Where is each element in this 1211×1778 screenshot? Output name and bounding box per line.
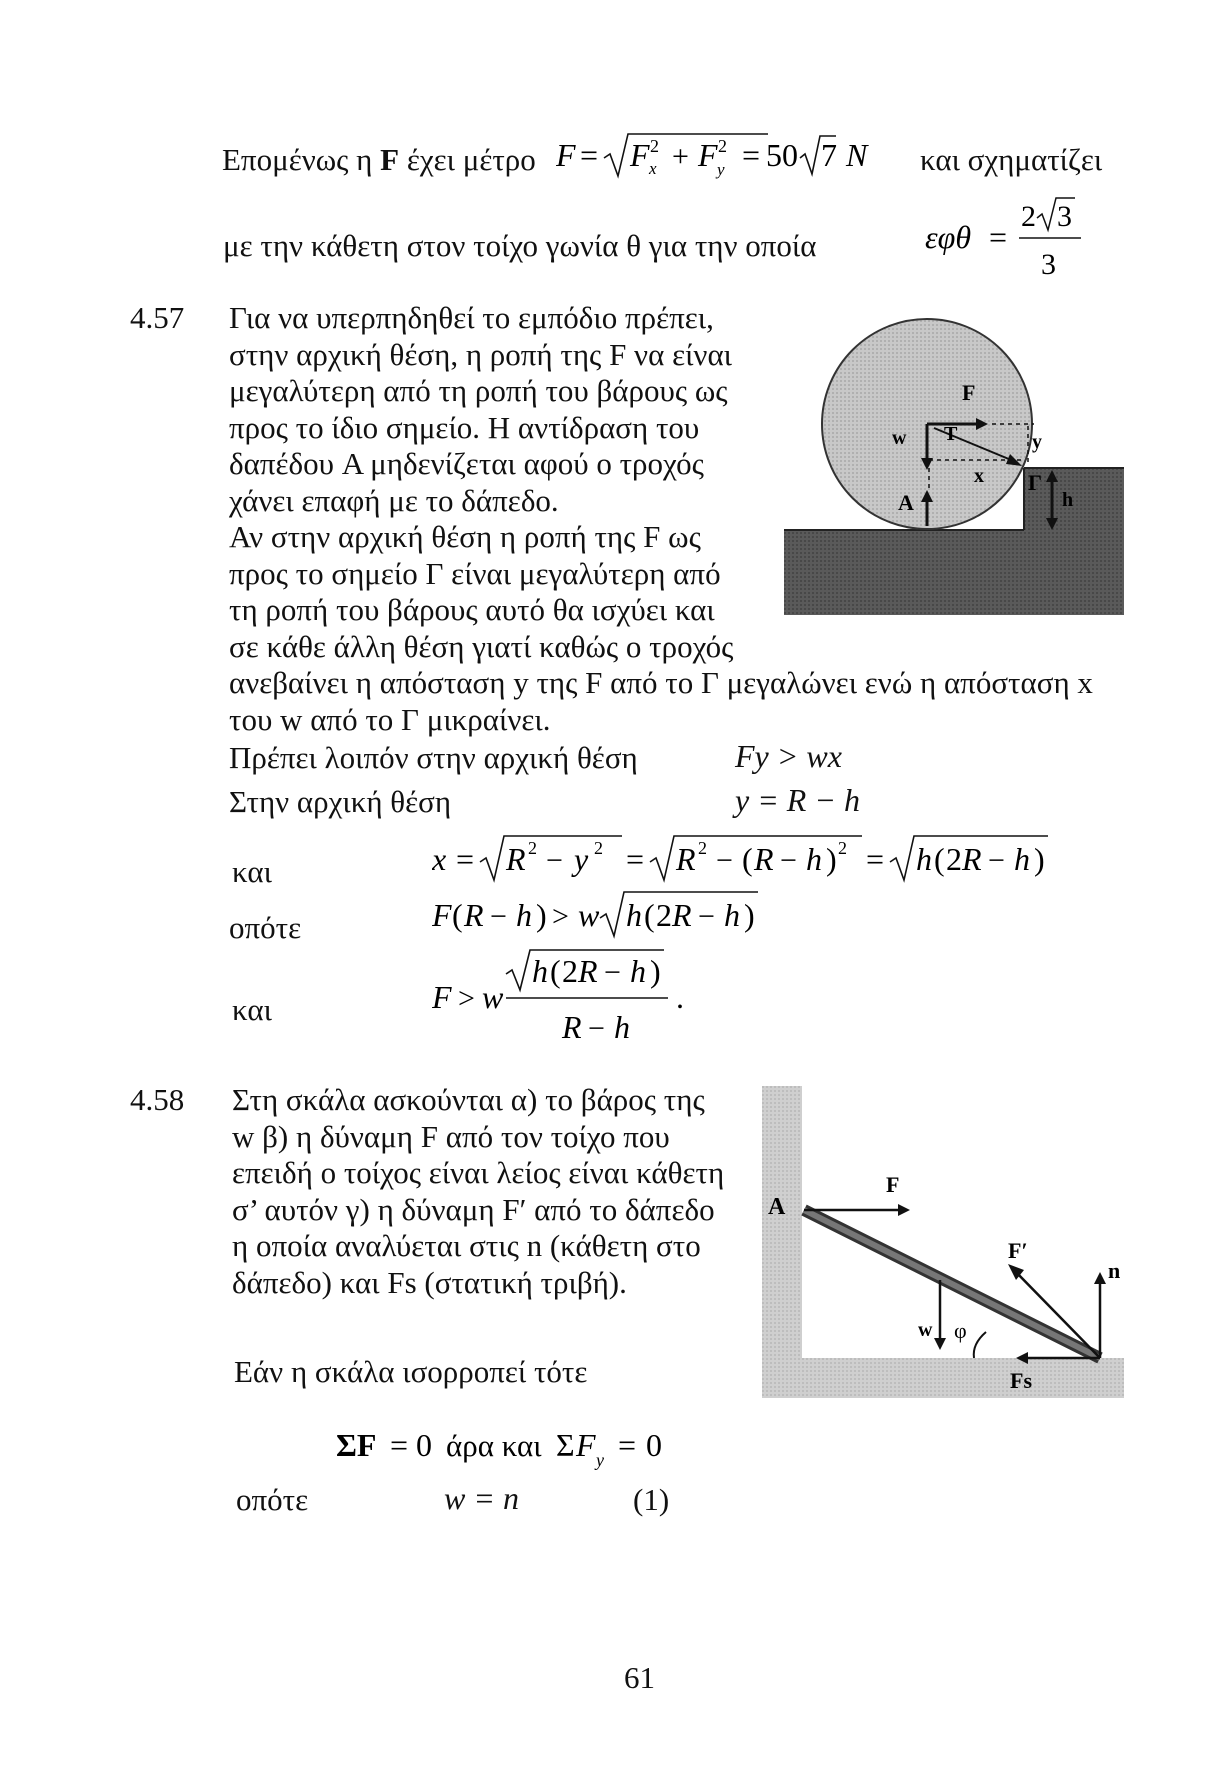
svg-text:R: R	[754, 841, 774, 877]
svg-text:R: R	[962, 841, 982, 877]
wheel-label-x: x	[974, 465, 984, 487]
svg-text:50: 50	[766, 137, 798, 173]
wheel-label-w: w	[892, 427, 907, 449]
p457-line-1: Για να υπερπηδηθεί το εμπόδιο πρέπει,	[229, 300, 714, 335]
svg-text:h: h	[516, 897, 532, 933]
svg-text:2: 2	[650, 136, 659, 156]
svg-text:(: (	[452, 897, 463, 933]
svg-text:R: R	[676, 841, 696, 877]
svg-text:.: .	[676, 979, 684, 1015]
svg-text:w: w	[578, 897, 600, 933]
svg-text:): )	[744, 897, 755, 933]
ladder-label-phi: φ	[954, 1318, 967, 1343]
svg-text:F: F	[630, 137, 650, 173]
svg-text:7: 7	[821, 137, 837, 173]
svg-text:(: (	[550, 953, 561, 989]
svg-text:2: 2	[528, 838, 537, 858]
svg-text:=: =	[580, 137, 599, 173]
sum-formula	[336, 1420, 676, 1475]
svg-text:−: −	[988, 844, 1005, 877]
wheel-label-T: T	[944, 423, 958, 445]
svg-text:R: R	[672, 897, 692, 933]
svg-text:): )	[650, 953, 661, 989]
intro-line-2: με την κάθετη στον τοίχο γωνία θ για την οποία	[223, 228, 817, 263]
so-label-1: οπότε	[229, 910, 302, 945]
p458-line-1: Στη σκάλα ασκούνται α) το βάρος της	[232, 1082, 705, 1117]
svg-text:h: h	[724, 897, 740, 933]
svg-text:h: h	[1014, 841, 1030, 877]
svg-text:F: F	[432, 897, 452, 933]
svg-text:R: R	[578, 953, 598, 989]
final-formula	[432, 944, 712, 1059]
svg-text:−: −	[698, 900, 715, 933]
svg-text:x: x	[432, 841, 447, 877]
p457-line-10: σε κάθε άλλη θέση γιατί καθώς ο τροχός	[229, 628, 734, 664]
p457-line-7: Αν στην αρχική θέση η ροπή της F ως	[229, 519, 701, 554]
initial-position-formula: y = R − h	[735, 782, 860, 818]
p457-line-3: μεγαλύτερη από τη ροπή του βάρους ως	[229, 373, 728, 408]
ladder-label-A: A	[768, 1194, 786, 1220]
p457-line-8: προς το σημείο Γ είναι μεγαλύτερη από	[229, 555, 721, 591]
condition-formula: Fy > wx	[735, 738, 842, 774]
p457-line-11: ανεβαίνει η απόσταση y της F από το Γ μεγαλώνει ενώ η απόσταση x	[229, 665, 1093, 700]
ground-block	[784, 530, 1124, 615]
svg-text:=: =	[989, 219, 1008, 255]
initial-position-label: Στην αρχική θέση	[229, 784, 452, 819]
p457-line-2: στην αρχική θέση, η ροπή της F να είναι	[229, 336, 733, 372]
formula-F-magnitude	[556, 124, 896, 189]
inequality-formula	[432, 882, 772, 947]
svg-text:): )	[1034, 841, 1045, 877]
svg-text:F: F	[698, 137, 718, 173]
intro-line-1-end: και σχηματίζει	[920, 142, 1103, 177]
svg-text:άρα και: άρα και	[446, 1428, 542, 1463]
svg-text:+: +	[672, 140, 689, 173]
svg-text:(: (	[644, 897, 655, 933]
page-number: 61	[624, 1660, 655, 1695]
svg-text:2: 2	[656, 897, 672, 933]
svg-text:=: =	[618, 1427, 637, 1463]
ladder-diagram	[758, 1082, 1128, 1407]
svg-text:0: 0	[646, 1427, 662, 1463]
svg-text:−: −	[546, 844, 563, 877]
p458-line-3: επειδή ο τοίχος είναι λείος είναι κάθετη	[232, 1155, 725, 1190]
svg-text:(: (	[742, 841, 753, 877]
tan-formula	[925, 192, 1095, 293]
p457-line-12: του w από το Γ μικραίνει.	[229, 701, 551, 737]
so-label-2: οπότε	[236, 1482, 309, 1517]
svg-text:=: =	[742, 137, 761, 173]
svg-text:2: 2	[1021, 200, 1036, 233]
ladder-label-F: F	[886, 1172, 900, 1197]
svg-text:(: (	[934, 841, 945, 877]
p457-line-9: τη ροπή του βάρους αυτό θα ισχύει και	[229, 592, 715, 627]
svg-text:2: 2	[698, 838, 707, 858]
wheel-obstacle-diagram	[784, 312, 1124, 622]
ladder-label-w: w	[918, 1319, 933, 1341]
equilibrium-label: Εάν η σκάλα ισορροπεί τότε	[234, 1354, 588, 1389]
svg-text:w: w	[482, 979, 504, 1015]
problem-number-457: 4.57	[130, 300, 185, 335]
p458-line-6: δάπεδο) και Fs (στατική τριβή).	[232, 1264, 627, 1300]
svg-text:3: 3	[1041, 248, 1056, 281]
svg-text:>: >	[552, 900, 569, 933]
and-label-2: και	[232, 992, 272, 1027]
p458-line-5: η οποία αναλύεται στις n (κάθετη στο	[232, 1228, 701, 1263]
p458-line-4: σ’ αυτόν γ) η δύναμη F′ από το δάπεδο	[232, 1191, 715, 1227]
wheel-label-A: A	[898, 490, 914, 515]
svg-text:h: h	[626, 897, 642, 933]
ladder-label-Fs: Fs	[1010, 1368, 1032, 1393]
svg-text:h: h	[614, 1009, 630, 1045]
svg-text:h: h	[916, 841, 932, 877]
w-equals-n: w = n	[444, 1480, 519, 1516]
svg-text:ΣF: ΣF	[336, 1427, 377, 1463]
svg-text:=: =	[456, 841, 475, 877]
svg-text:2: 2	[718, 136, 727, 156]
svg-text:Σ: Σ	[556, 1427, 575, 1463]
condition-label: Πρέπει λοιπόν στην αρχική θέση	[229, 740, 638, 775]
p457-line-4: προς το ίδιο σημείο. Η αντίδραση του	[229, 409, 700, 445]
svg-text:εφθ: εφθ	[925, 219, 972, 255]
svg-text:=: =	[390, 1427, 409, 1463]
svg-text:): )	[536, 897, 547, 933]
svg-text:=: =	[866, 841, 885, 877]
svg-text:F: F	[556, 137, 576, 173]
wheel-label-F: F	[962, 380, 976, 405]
svg-text:y: y	[574, 841, 589, 877]
svg-text:2: 2	[946, 841, 962, 877]
svg-text:h: h	[630, 953, 646, 989]
svg-text:2: 2	[838, 838, 847, 858]
svg-text:−: −	[588, 1012, 605, 1045]
svg-text:x: x	[649, 159, 657, 178]
ladder-label-n: n	[1108, 1258, 1121, 1283]
svg-text:h: h	[806, 841, 822, 877]
wheel-label-h: h	[1062, 489, 1074, 511]
problem-number-458: 4.58	[130, 1082, 185, 1117]
and-label-1: και	[232, 854, 272, 889]
svg-text:0: 0	[416, 1427, 432, 1463]
svg-text:2: 2	[594, 838, 603, 858]
svg-text:−: −	[490, 900, 507, 933]
p457-line-6: χάνει επαφή με το δάπεδο.	[229, 482, 559, 518]
wall	[762, 1086, 802, 1398]
problem-458-text	[232, 1082, 724, 1301]
wheel-label-y: y	[1032, 431, 1042, 453]
svg-text:2: 2	[562, 953, 578, 989]
svg-text:R: R	[464, 897, 484, 933]
svg-text:R: R	[562, 1009, 582, 1045]
svg-text:y: y	[596, 1450, 604, 1470]
p458-line-2: w β) η δύναμη F από τον τοίχο που	[232, 1118, 670, 1154]
equation-number-1: (1)	[633, 1482, 670, 1517]
floor	[762, 1358, 1124, 1398]
svg-text:−: −	[780, 844, 797, 877]
svg-text:): )	[826, 841, 837, 877]
p457-line-5: δαπέδου A μηδενίζεται αφού ο τροχός	[229, 446, 704, 481]
svg-text:>: >	[458, 982, 475, 1015]
svg-text:F: F	[432, 979, 452, 1015]
intro-line-1: Επομένως η F έχει μέτρο	[222, 142, 536, 177]
svg-text:y: y	[717, 160, 725, 179]
svg-text:h: h	[532, 953, 548, 989]
svg-text:3: 3	[1057, 200, 1072, 233]
ladder-label-Fprime: F′	[1008, 1238, 1028, 1263]
svg-text:F: F	[576, 1427, 596, 1463]
svg-text:−: −	[716, 844, 733, 877]
svg-text:−: −	[604, 956, 621, 989]
svg-text:=: =	[626, 841, 645, 877]
svg-text:R: R	[506, 841, 526, 877]
svg-text:N: N	[846, 137, 868, 173]
wheel-label-G: Γ	[1028, 470, 1042, 495]
